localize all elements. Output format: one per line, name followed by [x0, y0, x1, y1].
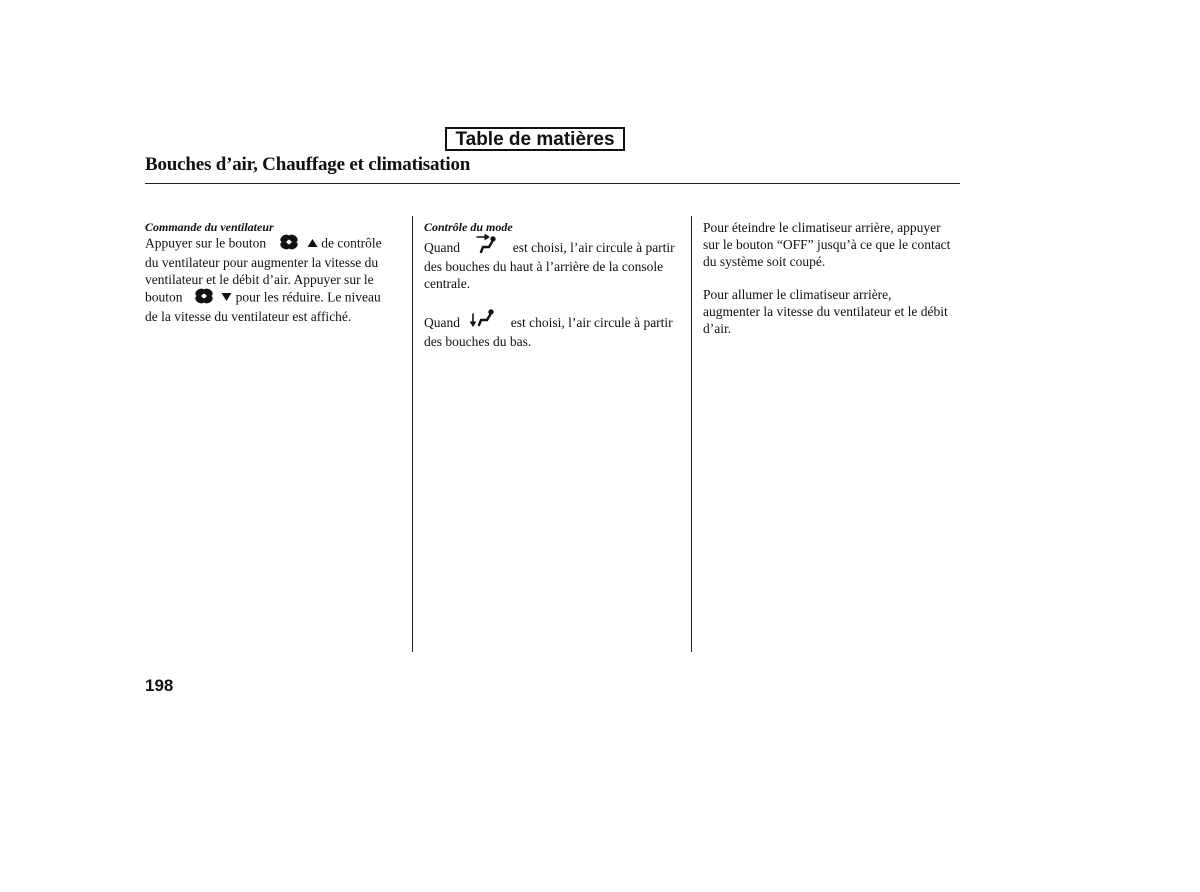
mode-text-part: est choisi, l’air circule à partir	[510, 315, 673, 331]
fan-text-line: ventilateur et le débit d’air. Appuyer sur le	[145, 271, 374, 287]
column-mode-control	[424, 220, 682, 351]
table-of-contents-button[interactable]: Table de matières	[445, 127, 625, 151]
column-fan-control	[145, 220, 400, 326]
column-divider-1	[412, 216, 413, 652]
fan-text-line	[145, 234, 400, 255]
mode-text-line	[424, 234, 682, 259]
fan-text-part: de contrôle	[321, 235, 382, 251]
rear-ac-text-line: d’air.	[703, 320, 732, 336]
rear-ac-text-line: augmenter la vitesse du ventilateur et le débit	[703, 303, 948, 319]
section-heading-mode: Contrôle du mode	[424, 220, 513, 234]
mode-text-line	[424, 309, 682, 334]
mode-text-line: des bouches du haut à l’arrière de la console	[424, 258, 664, 274]
rear-ac-text-line: sur le bouton “OFF” jusqu’à ce que le contact	[703, 236, 951, 252]
column-divider-2	[691, 216, 692, 652]
fan-text-line	[145, 288, 400, 309]
mode-text-part: Quand	[424, 240, 460, 255]
fan-text-part: pour les réduire. Le niveau	[235, 289, 381, 305]
fan-text-line: du ventilateur pour augmenter la vitesse du	[145, 254, 379, 270]
column-rear-ac	[703, 220, 965, 338]
rear-ac-text-line: Pour allumer le climatiseur arrière,	[703, 287, 892, 303]
fan-icon	[194, 288, 214, 309]
fan-text-line: de la vitesse du ventilateur est affiché.	[145, 309, 352, 325]
rear-ac-text-line: Pour éteindre le climatiseur arrière, appuyer	[703, 220, 941, 235]
page-number: 198	[145, 676, 174, 695]
mode-text-line: des bouches du bas.	[424, 333, 532, 349]
fan-text-part: Appuyer sur le bouton	[145, 235, 267, 251]
mode-text-part: Quand	[424, 315, 460, 331]
triangle-down-icon	[221, 290, 232, 307]
rear-ac-text-line: du système soit coupé.	[703, 253, 826, 269]
vent-floor-mode-icon	[469, 309, 497, 334]
section-heading-fan: Commande du ventilateur	[145, 220, 274, 234]
page-title: Bouches d’air, Chauffage et climatisation	[145, 154, 471, 175]
vent-upper-mode-icon	[475, 234, 499, 259]
triangle-up-icon	[307, 236, 318, 253]
mode-text-part: est choisi, l’air circule à partir	[512, 240, 675, 255]
fan-icon	[279, 234, 299, 255]
fan-text-part: bouton	[145, 289, 183, 305]
mode-text-line: centrale.	[424, 275, 471, 291]
title-divider	[145, 183, 960, 184]
